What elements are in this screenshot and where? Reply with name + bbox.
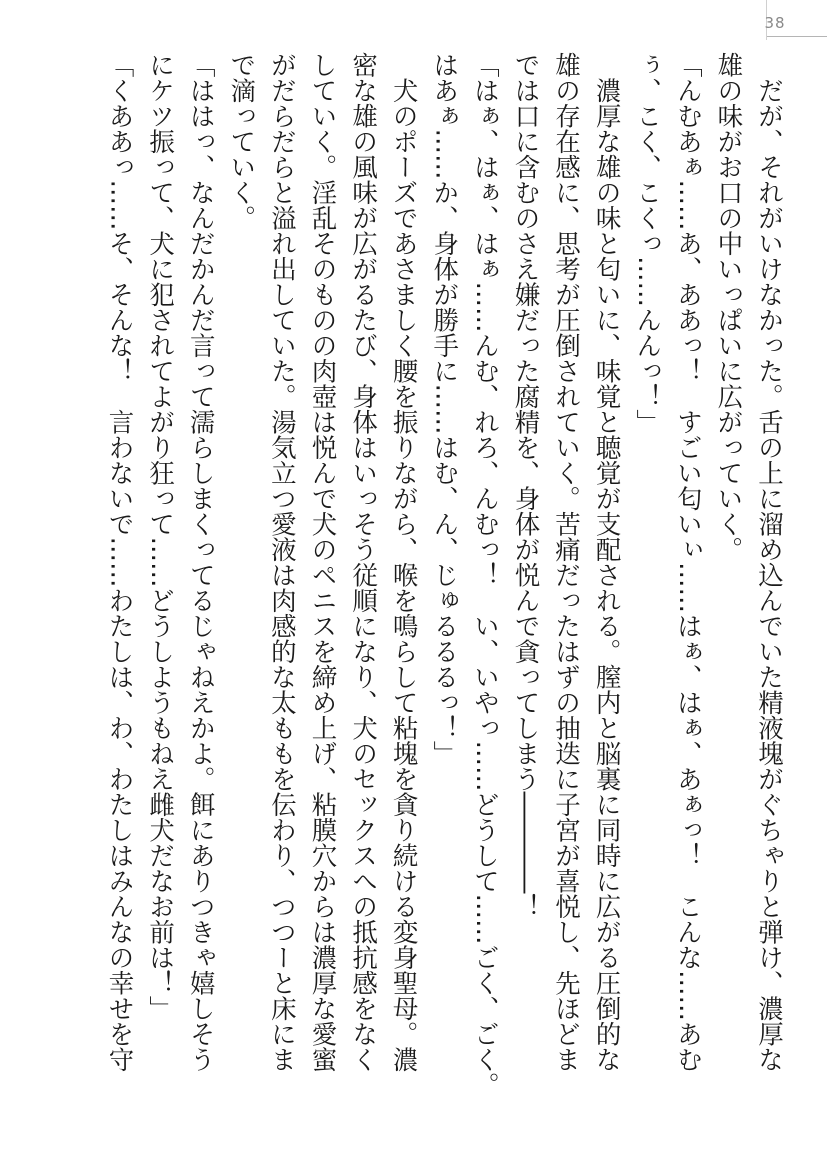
text-line: にケツ振って、犬に犯されてよがり狂って……どうしようもねえ雌犬だなお前は！」 xyxy=(145,52,176,1021)
text-line: で滴っていく。 xyxy=(226,52,257,231)
text-line: していく。淫乱そのものの肉壺は悦んで犬のペニスを締め上げ、粘膜穴からは濃厚な愛蜜 xyxy=(307,52,338,1072)
text-line: 「んむあぁ……あ、ああっ！ すごい匂いぃ……はぁ、はぁ、あぁっ！ こんな……あむ xyxy=(672,52,703,1072)
text-line: はあぁ……か、身体が勝手に……はむ、ん、じゅるるるっ！」 xyxy=(429,52,460,766)
page-number: 38 xyxy=(764,14,786,32)
text-line: 「はぁ、はぁ、はぁ……んむ、れろ、んむっ！ い、いやっ……どうして……ごく、ごく。 xyxy=(469,52,500,1098)
text-line: 雄の存在感に、思考が圧倒されていく。苦痛だったはずの抽迭に子宮が喜悦し、先ほどま xyxy=(551,52,582,1072)
text-line: 犬のポーズであさましく腰を振りながら、喉を鳴らして粘塊を貪り続ける変身聖母。濃 xyxy=(388,52,419,1072)
text-line: 「くああっ……そ、そんな！ 言わないで……わたしは、わ、わたしはみんなの幸せを守 xyxy=(104,52,135,1072)
text-line: 「ははっ、なんだかんだ言って濡らしまくってるじゃねえかよ。餌にありつきゃ嬉しそう xyxy=(185,52,216,1072)
text-line: ぅ、こく、こくっ……んんっ！」 xyxy=(632,52,663,435)
text-line: だが、それがいけなかった。舌の上に溜め込んでいた精液塊がぐちゃりと弾け、濃厚な xyxy=(754,52,784,1072)
text-line: がだらだらと溢れ出していた。湯気立つ愛液は肉感的な太ももを伝わり、つつーと床にま xyxy=(266,52,297,1072)
text-line: 密な雄の風味が広がるたび、身体はいっそう従順になり、犬のセックスへの抵抗感をなく xyxy=(348,52,379,1072)
vertical-body-text xyxy=(29,52,789,1132)
header-divider xyxy=(767,36,827,37)
text-line: では口に含むのさえ嫌だった腐精を、身体が悦んで貪ってしまう――――！ xyxy=(510,52,541,919)
text-line: 雄の味がお口の中いっぱいに広がっていく。 xyxy=(713,52,744,562)
text-line: 濃厚な雄の味と匂いに、味覚と聴覚が支配される。膣内と脳裏に同時に広がる圧倒的な xyxy=(591,52,622,1072)
